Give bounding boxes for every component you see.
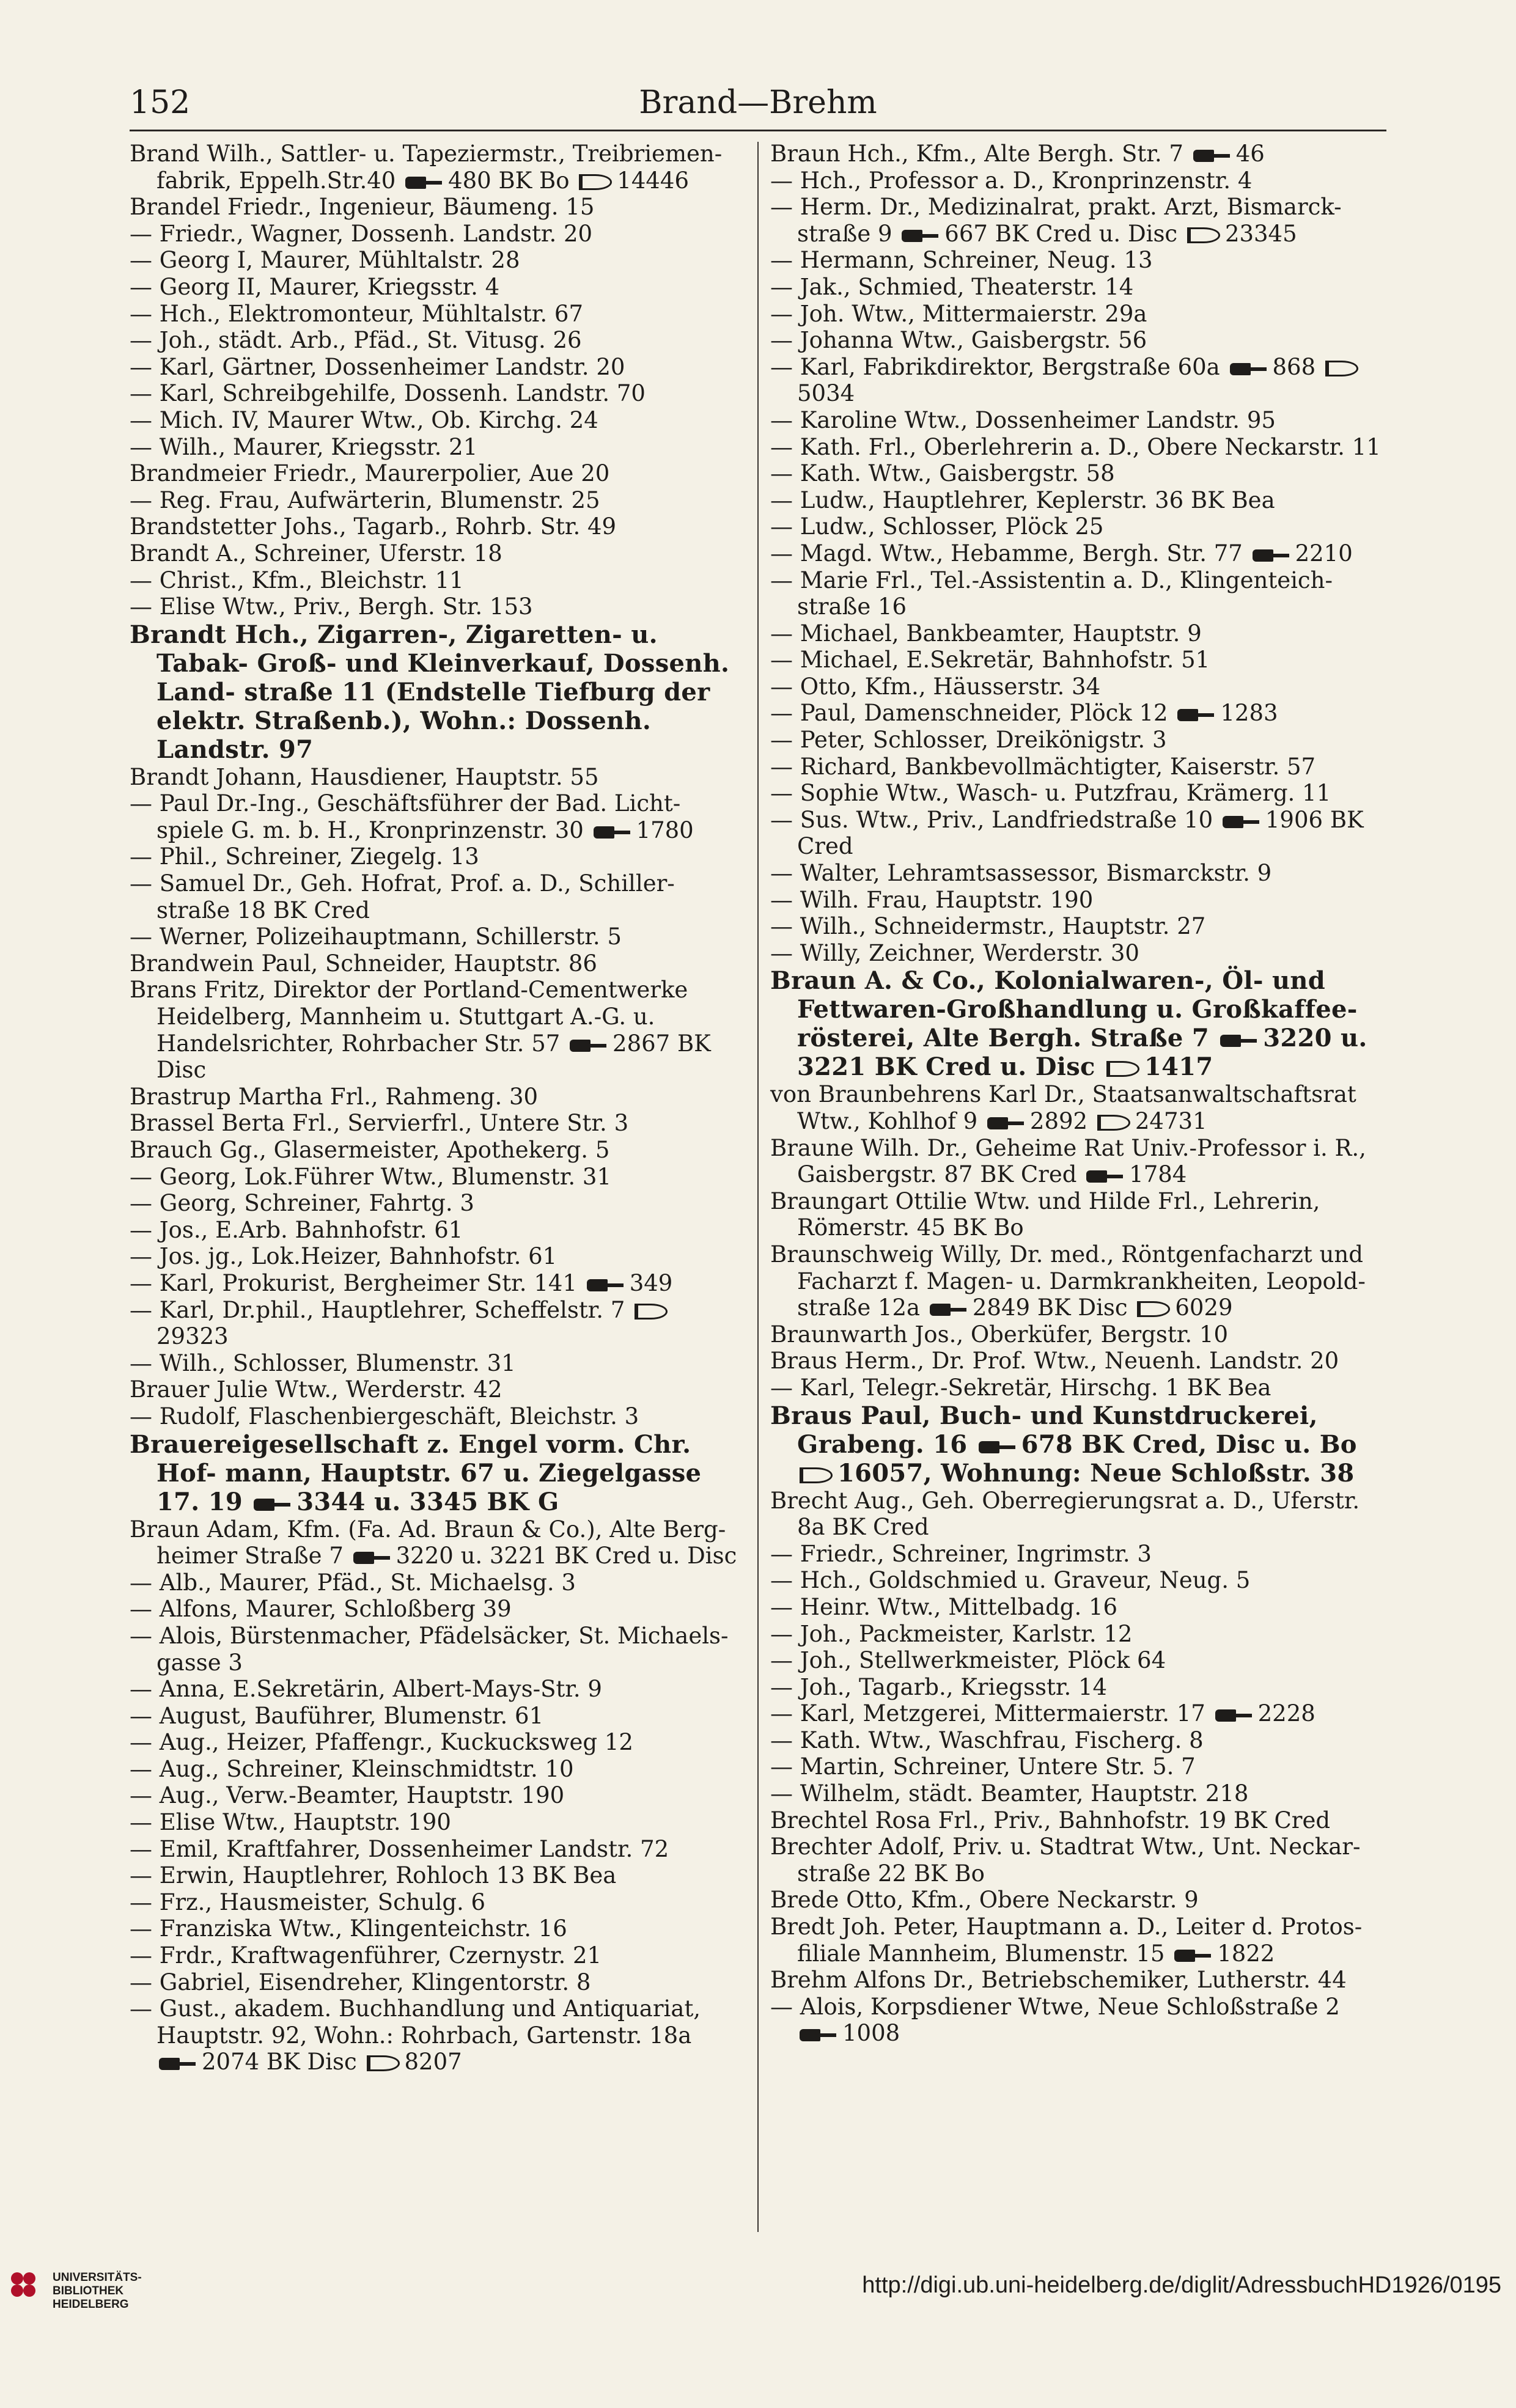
- directory-entry: [130, 1376, 741, 1403]
- directory-entry: [770, 620, 1385, 647]
- directory-entry: [130, 141, 741, 194]
- entry-text: — Emil, Kraftfahrer, Dossenheimer Landstr. 72: [130, 1835, 669, 1862]
- directory-entry: [130, 1403, 741, 1430]
- postcheck-number: 6029: [1175, 1294, 1233, 1321]
- postcheck-number: 24731: [1135, 1108, 1207, 1134]
- entry-text: — August, Bauführer, Blumenstr. 61: [130, 1702, 544, 1729]
- directory-entry: [770, 913, 1385, 940]
- directory-entry: [770, 1321, 1385, 1348]
- entry-text: Brauereigesellschaft z. Engel vorm. Chr. Hof- mann, Hauptstr. 67 u. Ziegelgasse 17. 19: [130, 1430, 702, 1516]
- directory-entry: [130, 1995, 741, 2076]
- directory-entry: [770, 1647, 1385, 1674]
- right-column: [770, 141, 1385, 2047]
- entry-text: — Karl, Telegr.-Sekretär, Hirschg. 1 BK Bea: [770, 1374, 1271, 1401]
- directory-entry: [130, 540, 741, 567]
- phone-number: 2210: [1295, 540, 1353, 567]
- directory-entry: [130, 1350, 741, 1377]
- directory-entry: [770, 1188, 1385, 1241]
- entry-text: — Kath. Frl., Oberlehrerin a. D., Obere Neckarstr. 11: [770, 433, 1381, 460]
- phone-number: 868: [1272, 353, 1316, 380]
- phone-number: 1780: [636, 817, 694, 843]
- entry-text: Brandwein Paul, Schneider, Hauptstr. 86: [130, 950, 597, 977]
- telephone-icon: [1223, 815, 1260, 829]
- entry-text: Brechter Adolf, Priv. u. Stadtrat Wtw., Unt. Neckar- straße 22 BK Bo: [770, 1834, 1361, 1887]
- phone-number: 667 BK Cred u. Disc: [944, 220, 1178, 247]
- directory-entry: [770, 647, 1385, 674]
- header-rule: [130, 130, 1386, 131]
- directory-entry: [770, 327, 1385, 354]
- telephone-icon: [1215, 1708, 1253, 1723]
- directory-entry: [130, 1243, 741, 1270]
- telephone-icon: [800, 2028, 837, 2043]
- entry-text: — Elise Wtw., Hauptstr. 190: [130, 1809, 451, 1836]
- directory-entry: [770, 700, 1385, 727]
- phone-number: 1906 BK Cred: [797, 806, 1364, 860]
- telephone-icon: [930, 1302, 968, 1317]
- entry-text: — Georg I, Maurer, Mühltalstr. 28: [130, 247, 520, 274]
- directory-entry: [770, 1914, 1385, 1967]
- entry-text: Brandmeier Friedr., Maurerpolier, Aue 20: [130, 460, 610, 487]
- directory-entry: [130, 194, 741, 221]
- directory-entry: [770, 1241, 1385, 1321]
- library-name: [53, 2271, 142, 2311]
- entry-text: Brede Otto, Kfm., Obere Neckarstr. 9: [770, 1887, 1199, 1914]
- directory-entry: [130, 221, 741, 248]
- entry-text: — Georg, Lok.Führer Wtw., Blumenstr. 31: [130, 1163, 611, 1190]
- entry-text: — Friedr., Wagner, Dossenh. Landstr. 20: [130, 220, 593, 247]
- directory-entry: [130, 1084, 741, 1110]
- entry-text: — Karl, Schreibgehilfe, Dossenh. Landstr. 70: [130, 380, 646, 407]
- postcheck-number: 1417: [1144, 1052, 1213, 1082]
- entry-text: Brandt Hch., Zigarren-, Zigaretten- u. Tabak- Groß- und Kleinverkauf, Dossenh. Land- straße 11 (Endstelle Tiefburg der elektr. Straßenb.), Wohn.: Dossenh. Landstr. 97: [130, 620, 730, 764]
- directory-entry: [130, 1915, 741, 1942]
- directory-entry: [130, 247, 741, 274]
- entry-text: — Johanna Wtw., Gaisbergstr. 56: [770, 327, 1147, 354]
- entry-text: — Karoline Wtw., Dossenheimer Landstr. 95: [770, 406, 1276, 433]
- entry-text: — Frdr., Kraftwagenführer, Czernystr. 21: [130, 1942, 602, 1969]
- phone-number: 1822: [1217, 1940, 1275, 1967]
- entry-text: — Hch., Professor a. D., Kronprinzenstr. 4: [770, 167, 1253, 194]
- directory-entry: [770, 1700, 1385, 1727]
- telephone-icon: [570, 1038, 608, 1053]
- entry-text: — Michael, E.Sekretär, Bahnhofstr. 51: [770, 647, 1210, 674]
- directory-entry: [770, 887, 1385, 914]
- entry-text: — Mich. IV, Maurer Wtw., Ob. Kirchg. 24: [130, 406, 598, 433]
- entry-text: — Karl, Prokurist, Bergheimer Str. 141: [130, 1269, 577, 1296]
- entry-text: — Jos., E.Arb. Bahnhofstr. 61: [130, 1216, 463, 1243]
- directory-entry: [770, 460, 1385, 487]
- directory-entry: [130, 567, 741, 594]
- directory-entry: [770, 780, 1385, 807]
- telephone-icon: [1174, 1948, 1212, 1963]
- entry-text: — Aug., Verw.-Beamter, Hauptstr. 190: [130, 1782, 565, 1809]
- telephone-icon: [1177, 708, 1215, 722]
- telephone-icon: [159, 2057, 197, 2071]
- telephone-icon: [405, 175, 443, 190]
- postal-horn-icon: [800, 1467, 833, 1483]
- entry-text: Brandt Johann, Hausdiener, Hauptstr. 55: [130, 763, 599, 790]
- entry-text: Brandstetter Johs., Tagarb., Rohrb. Str. 49: [130, 513, 617, 540]
- entry-text: — Michael, Bankbeamter, Hauptstr. 9: [770, 620, 1202, 647]
- entry-text: — Peter, Schlosser, Dreikönigstr. 3: [770, 727, 1167, 754]
- entry-text: — Jak., Schmied, Theaterstr. 14: [770, 273, 1134, 300]
- directory-entry: [770, 966, 1385, 1081]
- postal-horn-icon: [1106, 1061, 1139, 1077]
- directory-entry: [130, 354, 741, 381]
- library-name-line: BIBLIOTHEK: [53, 2285, 124, 2297]
- directory-entry: [130, 1809, 741, 1836]
- phone-number: 349: [629, 1269, 673, 1296]
- directory-entry: [130, 977, 741, 1083]
- phone-number: 3344 u. 3345 BK G: [296, 1487, 559, 1516]
- entry-text: — Karl, Gärtner, Dossenheimer Landstr. 20: [130, 353, 625, 380]
- source-url[interactable]: http://digi.ub.uni-heidelberg.de/diglit/AdressbuchHD1926/0195: [862, 2272, 1501, 2298]
- postcheck-number: 14446: [617, 167, 689, 194]
- entry-text: — Frz., Hausmeister, Schulg. 6: [130, 1889, 486, 1915]
- entry-text: — Wilh., Schneidermstr., Hauptstr. 27: [770, 913, 1206, 940]
- directory-entry: [130, 487, 741, 514]
- directory-entry: [770, 167, 1385, 194]
- entry-text: — Aug., Schreiner, Kleinschmidtstr. 10: [130, 1755, 574, 1782]
- entry-text: Brauch Gg., Glasermeister, Apothekerg. 5: [130, 1137, 610, 1163]
- entry-text: — Samuel Dr., Geh. Hofrat, Prof. a. D., Schiller- straße 18 BK Cred: [130, 870, 675, 923]
- entry-text: — Joh., Stellwerkmeister, Plöck 64: [770, 1647, 1166, 1674]
- running-head: Brand—Brehm: [639, 84, 877, 121]
- entry-text: — Herm. Dr., Medizinalrat, prakt. Arzt, Bismarck- straße 9: [770, 194, 1342, 247]
- directory-entry: [770, 1967, 1385, 1994]
- directory-entry: [130, 593, 741, 620]
- directory-entry: [130, 1703, 741, 1730]
- directory-entry: [130, 1836, 741, 1863]
- entry-text: — Anna, E.Sekretärin, Albert-Mays-Str. 9: [130, 1676, 602, 1703]
- entry-text: — Alois, Bürstenmacher, Pfädelsäcker, St. Michaels- gasse 3: [130, 1622, 729, 1676]
- entry-text: — Gabriel, Eisendreher, Klingentorstr. 8: [130, 1969, 591, 1995]
- directory-entry: [770, 727, 1385, 754]
- telephone-icon: [987, 1116, 1025, 1131]
- directory-entry: [770, 1488, 1385, 1541]
- directory-entry: [130, 1516, 741, 1569]
- entry-text: — Joh., Tagarb., Kriegsstr. 14: [770, 1673, 1108, 1700]
- entry-text: Brauer Julie Wtw., Werderstr. 42: [130, 1376, 502, 1403]
- entry-text: Brehm Alfons Dr., Betriebschemiker, Lutherstr. 44: [770, 1967, 1347, 1994]
- directory-entry: [770, 860, 1385, 887]
- entry-text: — Phil., Schreiner, Ziegelg. 13: [130, 843, 479, 870]
- entry-text: — Heinr. Wtw., Mittelbadg. 16: [770, 1593, 1118, 1620]
- directory-entry: [130, 460, 741, 487]
- directory-entry: [130, 790, 741, 843]
- directory-entry: [130, 1596, 741, 1623]
- entry-text: — Georg, Schreiner, Fahrtg. 3: [130, 1190, 474, 1217]
- entry-text: — Magd. Wtw., Hebamme, Bergh. Str. 77: [770, 540, 1243, 567]
- directory-entry: [130, 434, 741, 461]
- page-number: 152: [130, 84, 191, 121]
- directory-entry: [130, 1217, 741, 1244]
- entry-text: Brandel Friedr., Ingenieur, Bäumeng. 15: [130, 194, 595, 221]
- directory-entry: [130, 950, 741, 977]
- postal-horn-icon: [1187, 227, 1220, 243]
- entry-text: Braungart Ottilie Wtw. und Hilde Frl., Lehrerin, Römerstr. 45 BK Bo: [770, 1187, 1320, 1241]
- directory-entry: [130, 1137, 741, 1164]
- telephone-icon: [1193, 149, 1231, 163]
- directory-entry: [770, 674, 1385, 700]
- entry-text: Braun A. & Co., Kolonialwaren-, Öl- und Fettwaren-Großhandlung u. Großkaffee- rösterei, Alte Bergh. Straße 7: [770, 966, 1358, 1053]
- entry-text: — Sophie Wtw., Wasch- u. Putzfrau, Krämerg. 11: [770, 780, 1331, 807]
- directory-entry: [130, 1569, 741, 1596]
- directory-entry: [770, 1541, 1385, 1568]
- directory-entry: [130, 380, 741, 407]
- entry-text: Brechtel Rosa Frl., Priv., Bahnhofstr. 19 BK Cred: [770, 1807, 1331, 1834]
- entry-text: — Wilh., Schlosser, Blumenstr. 31: [130, 1349, 516, 1376]
- postcheck-number: 29323: [156, 1323, 229, 1350]
- entry-text: — Willy, Zeichner, Werderstr. 30: [770, 939, 1139, 966]
- directory-entry: [130, 1862, 741, 1889]
- phone-number: 480 BK Bo: [448, 167, 570, 194]
- entry-text: — Alfons, Maurer, Schloßberg 39: [130, 1596, 512, 1623]
- phone-number: 3220 u. 3221 BK Cred u. Disc: [797, 1024, 1367, 1082]
- phone-number: 2892: [1029, 1108, 1088, 1134]
- entry-text: — Karl, Dr.phil., Hauptlehrer, Scheffelstr. 7: [130, 1296, 625, 1323]
- directory-entry: [770, 540, 1385, 567]
- entry-text: von Braunbehrens Karl Dr., Staatsanwaltschaftsrat Wtw., Kohlhof 9: [770, 1081, 1356, 1134]
- directory-entry: [130, 407, 741, 434]
- directory-entry: [130, 513, 741, 540]
- phone-number: 3220 u. 3221 BK Cred u. Disc: [396, 1543, 737, 1569]
- entry-text: — Alb., Maurer, Pfäd., St. Michaelsg. 3: [130, 1569, 576, 1596]
- telephone-icon: [254, 1497, 292, 1512]
- entry-text: — Otto, Kfm., Häusserstr. 34: [770, 673, 1101, 700]
- entry-text: Braunwarth Jos., Oberküfer, Bergstr. 10: [770, 1321, 1228, 1348]
- entry-text: — Erwin, Hauptlehrer, Rohloch 13 BK Bea: [130, 1862, 617, 1889]
- entry-text: — Kath. Wtw., Gaisbergstr. 58: [770, 460, 1115, 487]
- entry-text: — Wilh. Frau, Hauptstr. 190: [770, 886, 1094, 913]
- entry-text: — Paul, Damenschneider, Plöck 12: [770, 700, 1168, 727]
- entry-text: — Gust., akadem. Buchhandlung und Antiquariat, Hauptstr. 92, Wohn.: Rohrbach, Gartenstr. 18a: [130, 1995, 701, 2049]
- directory-entry: [130, 620, 741, 764]
- phone-number: 2849 BK Disc: [972, 1294, 1128, 1321]
- directory-entry: [130, 1969, 741, 1996]
- directory-entry: [130, 301, 741, 328]
- telephone-icon: [1253, 548, 1290, 563]
- directory-entry: [770, 1887, 1385, 1914]
- entry-text: — Hch., Goldschmied u. Graveur, Neug. 5: [770, 1567, 1251, 1594]
- entry-text: Braune Wilh. Dr., Geheime Rat Univ.-Professor i. R., Gaisbergstr. 87 BK Cred: [770, 1134, 1366, 1188]
- entry-text: — Kath. Wtw., Waschfrau, Fischerg. 8: [770, 1727, 1204, 1753]
- directory-entry: [770, 194, 1385, 247]
- phone-number: 1784: [1129, 1161, 1187, 1188]
- left-column: [130, 141, 741, 2076]
- entry-text: — Karl, Fabrikdirektor, Bergstraße 60a: [770, 353, 1220, 380]
- postal-horn-icon: [579, 174, 612, 190]
- directory-entry: [770, 1621, 1385, 1648]
- directory-entry: [130, 1729, 741, 1756]
- telephone-icon: [1230, 362, 1268, 376]
- entry-text: — Hch., Elektromonteur, Mühltalstr. 67: [130, 300, 584, 327]
- telephone-icon: [353, 1551, 391, 1565]
- phone-number: 46: [1235, 141, 1265, 167]
- entry-text: Brandt A., Schreiner, Uferstr. 18: [130, 540, 502, 567]
- entry-text: — Joh., städt. Arb., Pfäd., St. Vitusg. 26: [130, 327, 582, 354]
- entry-text: — Elise Wtw., Priv., Bergh. Str. 153: [130, 593, 533, 620]
- library-logo: [11, 2272, 48, 2309]
- directory-entry: [130, 764, 741, 791]
- telephone-icon: [587, 1278, 625, 1293]
- entry-text: Brand Wilh., Sattler- u. Tapeziermstr., Treibriemen- fabrik, Eppelh.Str.40: [130, 141, 723, 194]
- entry-text: — Franziska Wtw., Klingenteichstr. 16: [130, 1915, 567, 1942]
- directory-entry: [130, 1164, 741, 1191]
- directory-entry: [770, 1375, 1385, 1401]
- directory-entry: [770, 1567, 1385, 1594]
- entry-text: — Aug., Heizer, Pfaffengr., Kuckucksweg 12: [130, 1729, 633, 1756]
- directory-entry: [770, 1081, 1385, 1134]
- directory-entry: [770, 754, 1385, 780]
- library-name-line: HEIDELBERG: [53, 2298, 129, 2311]
- directory-entry: [130, 923, 741, 950]
- directory-entry: [770, 513, 1385, 540]
- directory-entry: [770, 940, 1385, 967]
- entry-text: — Karl, Metzgerei, Mittermaierstr. 17: [770, 1700, 1205, 1727]
- telephone-icon: [1220, 1033, 1258, 1048]
- telephone-icon: [1086, 1169, 1124, 1184]
- directory-entry: [770, 1834, 1385, 1887]
- entry-text: Braun Adam, Kfm. (Fa. Ad. Braun & Co.), Alte Berg- heimer Straße 7: [130, 1516, 726, 1569]
- directory-entry: [770, 247, 1385, 274]
- entry-text: — Hermann, Schreiner, Neug. 13: [770, 247, 1153, 274]
- entry-text: — Ludw., Schlosser, Plöck 25: [770, 513, 1104, 540]
- directory-entry: [770, 141, 1385, 167]
- directory-entry: [770, 1807, 1385, 1834]
- entry-text: Braus Herm., Dr. Prof. Wtw., Neuenh. Landstr. 20: [770, 1348, 1339, 1375]
- entry-text: — Friedr., Schreiner, Ingrimstr. 3: [770, 1540, 1152, 1567]
- entry-text: — Rudolf, Flaschenbiergeschäft, Bleichstr. 3: [130, 1403, 639, 1430]
- entry-text: — Marie Frl., Tel.-Assistentin a. D., Klingenteich- straße 16: [770, 567, 1333, 620]
- entry-text: Brans Fritz, Direktor der Portland-Cementwerke Heidelberg, Mannheim u. Stuttgart A.-G. u. Handelsrichter, Rohrbacher Str. 57: [130, 977, 688, 1057]
- directory-entry: [130, 1270, 741, 1297]
- directory-entry: [130, 274, 741, 301]
- entry-text: Brastrup Martha Frl., Rahmeng. 30: [130, 1083, 539, 1110]
- entry-text: — Sus. Wtw., Priv., Landfriedstraße 10: [770, 806, 1213, 833]
- directory-entry: [130, 870, 741, 923]
- phone-number: 2867 BK Disc: [156, 1030, 711, 1084]
- directory-entry: [770, 1994, 1385, 2047]
- phone-number: 1008: [842, 2020, 900, 2047]
- entry-text: Braun Hch., Kfm., Alte Bergh. Str. 7: [770, 141, 1183, 167]
- directory-entry: [130, 1889, 741, 1916]
- entry-text: — Joh. Wtw., Mittermaierstr. 29a: [770, 300, 1147, 327]
- directory-entry: [130, 1942, 741, 1969]
- directory-entry: [130, 1190, 741, 1217]
- phone-number: 2074 BK Disc: [202, 2049, 357, 2076]
- entry-text: — Martin, Schreiner, Untere Str. 5. 7: [770, 1753, 1196, 1780]
- entry-text: — Wilh., Maurer, Kriegsstr. 21: [130, 433, 478, 460]
- directory-entry: [770, 487, 1385, 514]
- postcheck-number: 23345: [1224, 220, 1297, 247]
- entry-text: — Joh., Packmeister, Karlstr. 12: [770, 1620, 1133, 1647]
- entry-text: — Wilhelm, städt. Beamter, Hauptstr. 218: [770, 1780, 1249, 1807]
- directory-entry: [770, 274, 1385, 301]
- directory-entry: [770, 1135, 1385, 1188]
- postal-horn-icon: [1325, 361, 1358, 376]
- directory-entry: [130, 1676, 741, 1703]
- telephone-icon: [594, 825, 631, 840]
- directory-entry: [770, 1594, 1385, 1621]
- entry-text: — Walter, Lehramtsassessor, Bismarckstr. 9: [770, 860, 1272, 887]
- directory-entry: [770, 1753, 1385, 1780]
- entry-text: — Alois, Korpsdiener Wtwe, Neue Schloßstraße 2: [770, 1993, 1340, 2020]
- directory-entry: [130, 1297, 741, 1350]
- phone-number: 2228: [1257, 1700, 1315, 1727]
- phone-number: 1283: [1220, 700, 1278, 727]
- entry-text: — Jos. jg., Lok.Heizer, Bahnhofstr. 61: [130, 1243, 557, 1270]
- entry-text: Brassel Berta Frl., Servierfrl., Untere Str. 3: [130, 1110, 629, 1137]
- entry-text: — Georg II, Maurer, Kriegsstr. 4: [130, 273, 500, 300]
- directory-entry: [770, 1780, 1385, 1807]
- directory-entry: [770, 1674, 1385, 1701]
- column-divider: [757, 142, 759, 2232]
- postal-horn-icon: [367, 2055, 400, 2071]
- postcheck-number: 5034: [797, 380, 855, 407]
- entry-text: — Ludw., Hauptlehrer, Keplerstr. 36 BK Bea: [770, 486, 1275, 513]
- entry-text: — Reg. Frau, Aufwärterin, Blumenstr. 25: [130, 486, 600, 513]
- directory-entry: [770, 567, 1385, 620]
- entry-text: Brecht Aug., Geh. Oberregierungsrat a. D., Uferstr. 8a BK Cred: [770, 1487, 1360, 1541]
- postcheck-number: 16057, Wohnung: Neue Schloßstr. 38: [837, 1458, 1355, 1488]
- directory-entry: [770, 1727, 1385, 1754]
- directory-entry: [130, 1110, 741, 1137]
- entry-text: — Paul Dr.-Ing., Geschäftsführer der Bad. Licht- spiele G. m. b. H., Kronprinzenstr. 30: [130, 790, 681, 843]
- directory-entry: [770, 434, 1385, 461]
- directory-entry: [770, 1348, 1385, 1375]
- directory-entry: [770, 1401, 1385, 1488]
- directory-entry: [770, 807, 1385, 860]
- directory-entry: [130, 1430, 741, 1516]
- directory-entry: [770, 301, 1385, 328]
- entry-text: — Werner, Polizeihauptmann, Schillerstr. 5: [130, 923, 622, 950]
- entry-text: Bredt Joh. Peter, Hauptmann a. D., Leiter d. Protos- filiale Mannheim, Blumenstr. 15: [770, 1914, 1363, 1967]
- postcheck-number: 8207: [404, 2049, 462, 2076]
- directory-entry: [130, 327, 741, 354]
- directory-entry: [130, 1623, 741, 1676]
- telephone-icon: [902, 229, 940, 243]
- library-name-line: UNIVERSITÄTS-: [53, 2271, 142, 2284]
- directory-entry: [770, 354, 1385, 407]
- directory-entry: [130, 1756, 741, 1783]
- directory-entry: [130, 1782, 741, 1809]
- directory-entry: [770, 407, 1385, 434]
- phone-number: 678 BK Cred, Disc u. Bo: [1021, 1430, 1357, 1459]
- telephone-icon: [979, 1440, 1017, 1455]
- entry-text: — Christ., Kfm., Bleichstr. 11: [130, 567, 464, 593]
- postal-horn-icon: [1137, 1301, 1170, 1317]
- postal-horn-icon: [1097, 1115, 1130, 1131]
- directory-entry: [130, 843, 741, 870]
- entry-text: Braunschweig Willy, Dr. med., Röntgenfacharzt und Facharzt f. Magen- u. Darmkrankheiten, Leopold- straße 12a: [770, 1241, 1366, 1321]
- entry-text: Braus Paul, Buch- und Kunstdruckerei, Grabeng. 16: [770, 1401, 1318, 1459]
- entry-text: — Richard, Bankbevollmächtigter, Kaiserstr. 57: [770, 753, 1316, 780]
- postal-horn-icon: [635, 1304, 668, 1320]
